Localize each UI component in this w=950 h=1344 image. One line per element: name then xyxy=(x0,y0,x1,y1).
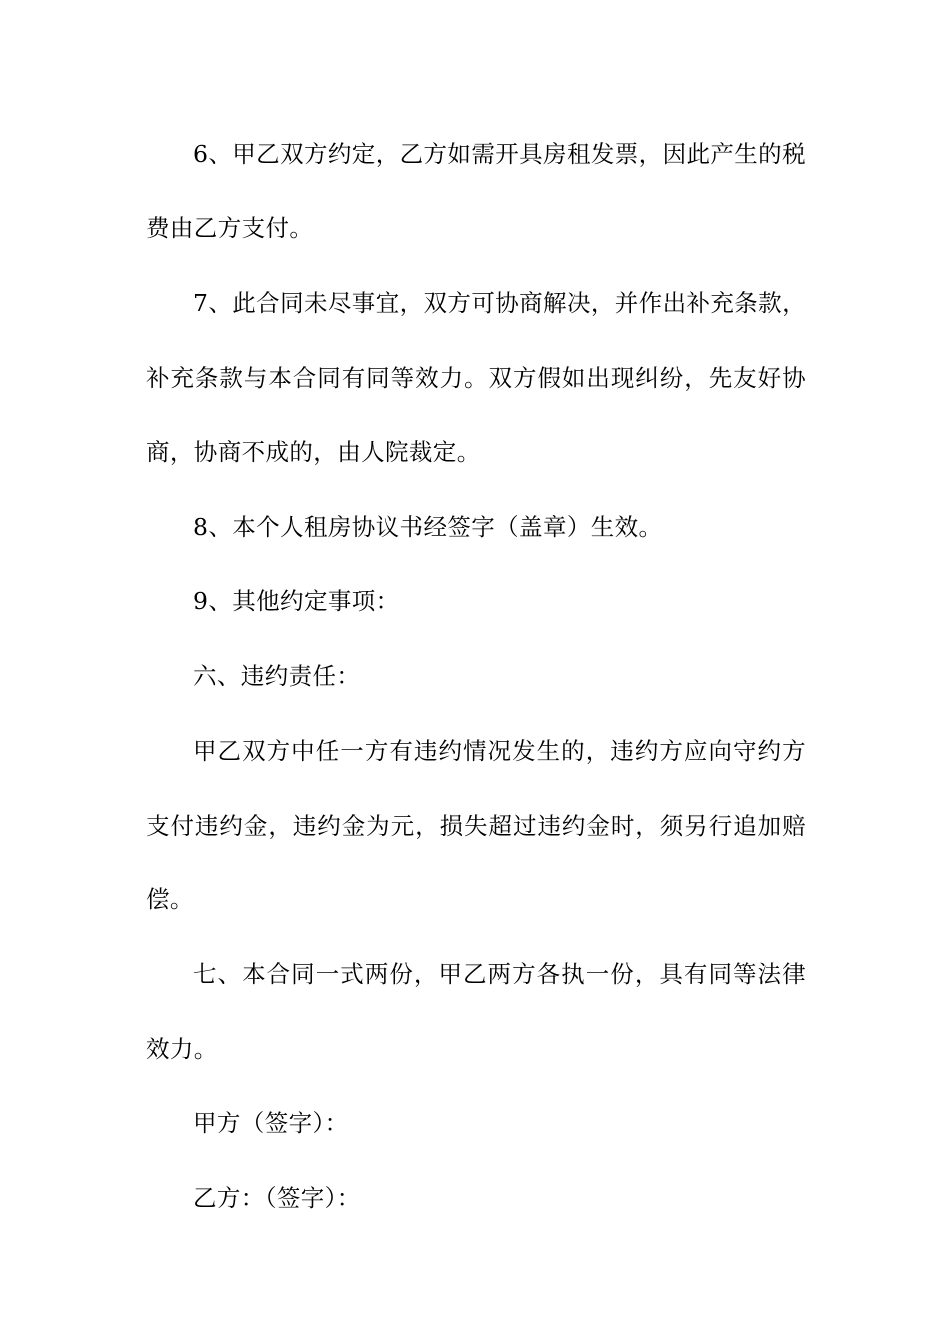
liability-line-1: 甲乙双方中任一方有违约情况发生的，违约方应向守约方 xyxy=(193,737,806,765)
liability-line-2: 支付违约金，违约金为元，损失超过违约金时，须另行追加赔 xyxy=(146,812,806,840)
section-seven-line-2: 效力。 xyxy=(146,1035,218,1063)
clause-6-line-1: 6、甲乙双方约定，乙方如需开具房租发票，因此产生的税 xyxy=(193,140,806,168)
clause-7-line-2: 补充条款与本合同有同等效力。双方假如出现纠纷，先友好协 xyxy=(146,364,806,392)
clause-8: 8、本个人租房协议书经签字（盖章）生效。 xyxy=(193,513,663,541)
section-heading-liability: 六、违约责任： xyxy=(193,662,361,690)
section-seven-line-1: 七、本合同一式两份，甲乙两方各执一份，具有同等法律 xyxy=(193,960,806,988)
liability-line-3: 偿。 xyxy=(146,885,194,913)
clause-7-line-1: 7、此合同未尽事宜，双方可协商解决，并作出补充条款， xyxy=(193,289,806,317)
clause-6-line-2: 费由乙方支付。 xyxy=(146,214,314,242)
clause-9: 9、其他约定事项： xyxy=(193,587,400,615)
party-b-signature-label: 乙方：（签字）： xyxy=(193,1184,361,1212)
clause-7-line-3: 商，协商不成的，由人院裁定。 xyxy=(146,438,481,466)
party-a-signature-label: 甲方（签字）： xyxy=(193,1109,349,1137)
